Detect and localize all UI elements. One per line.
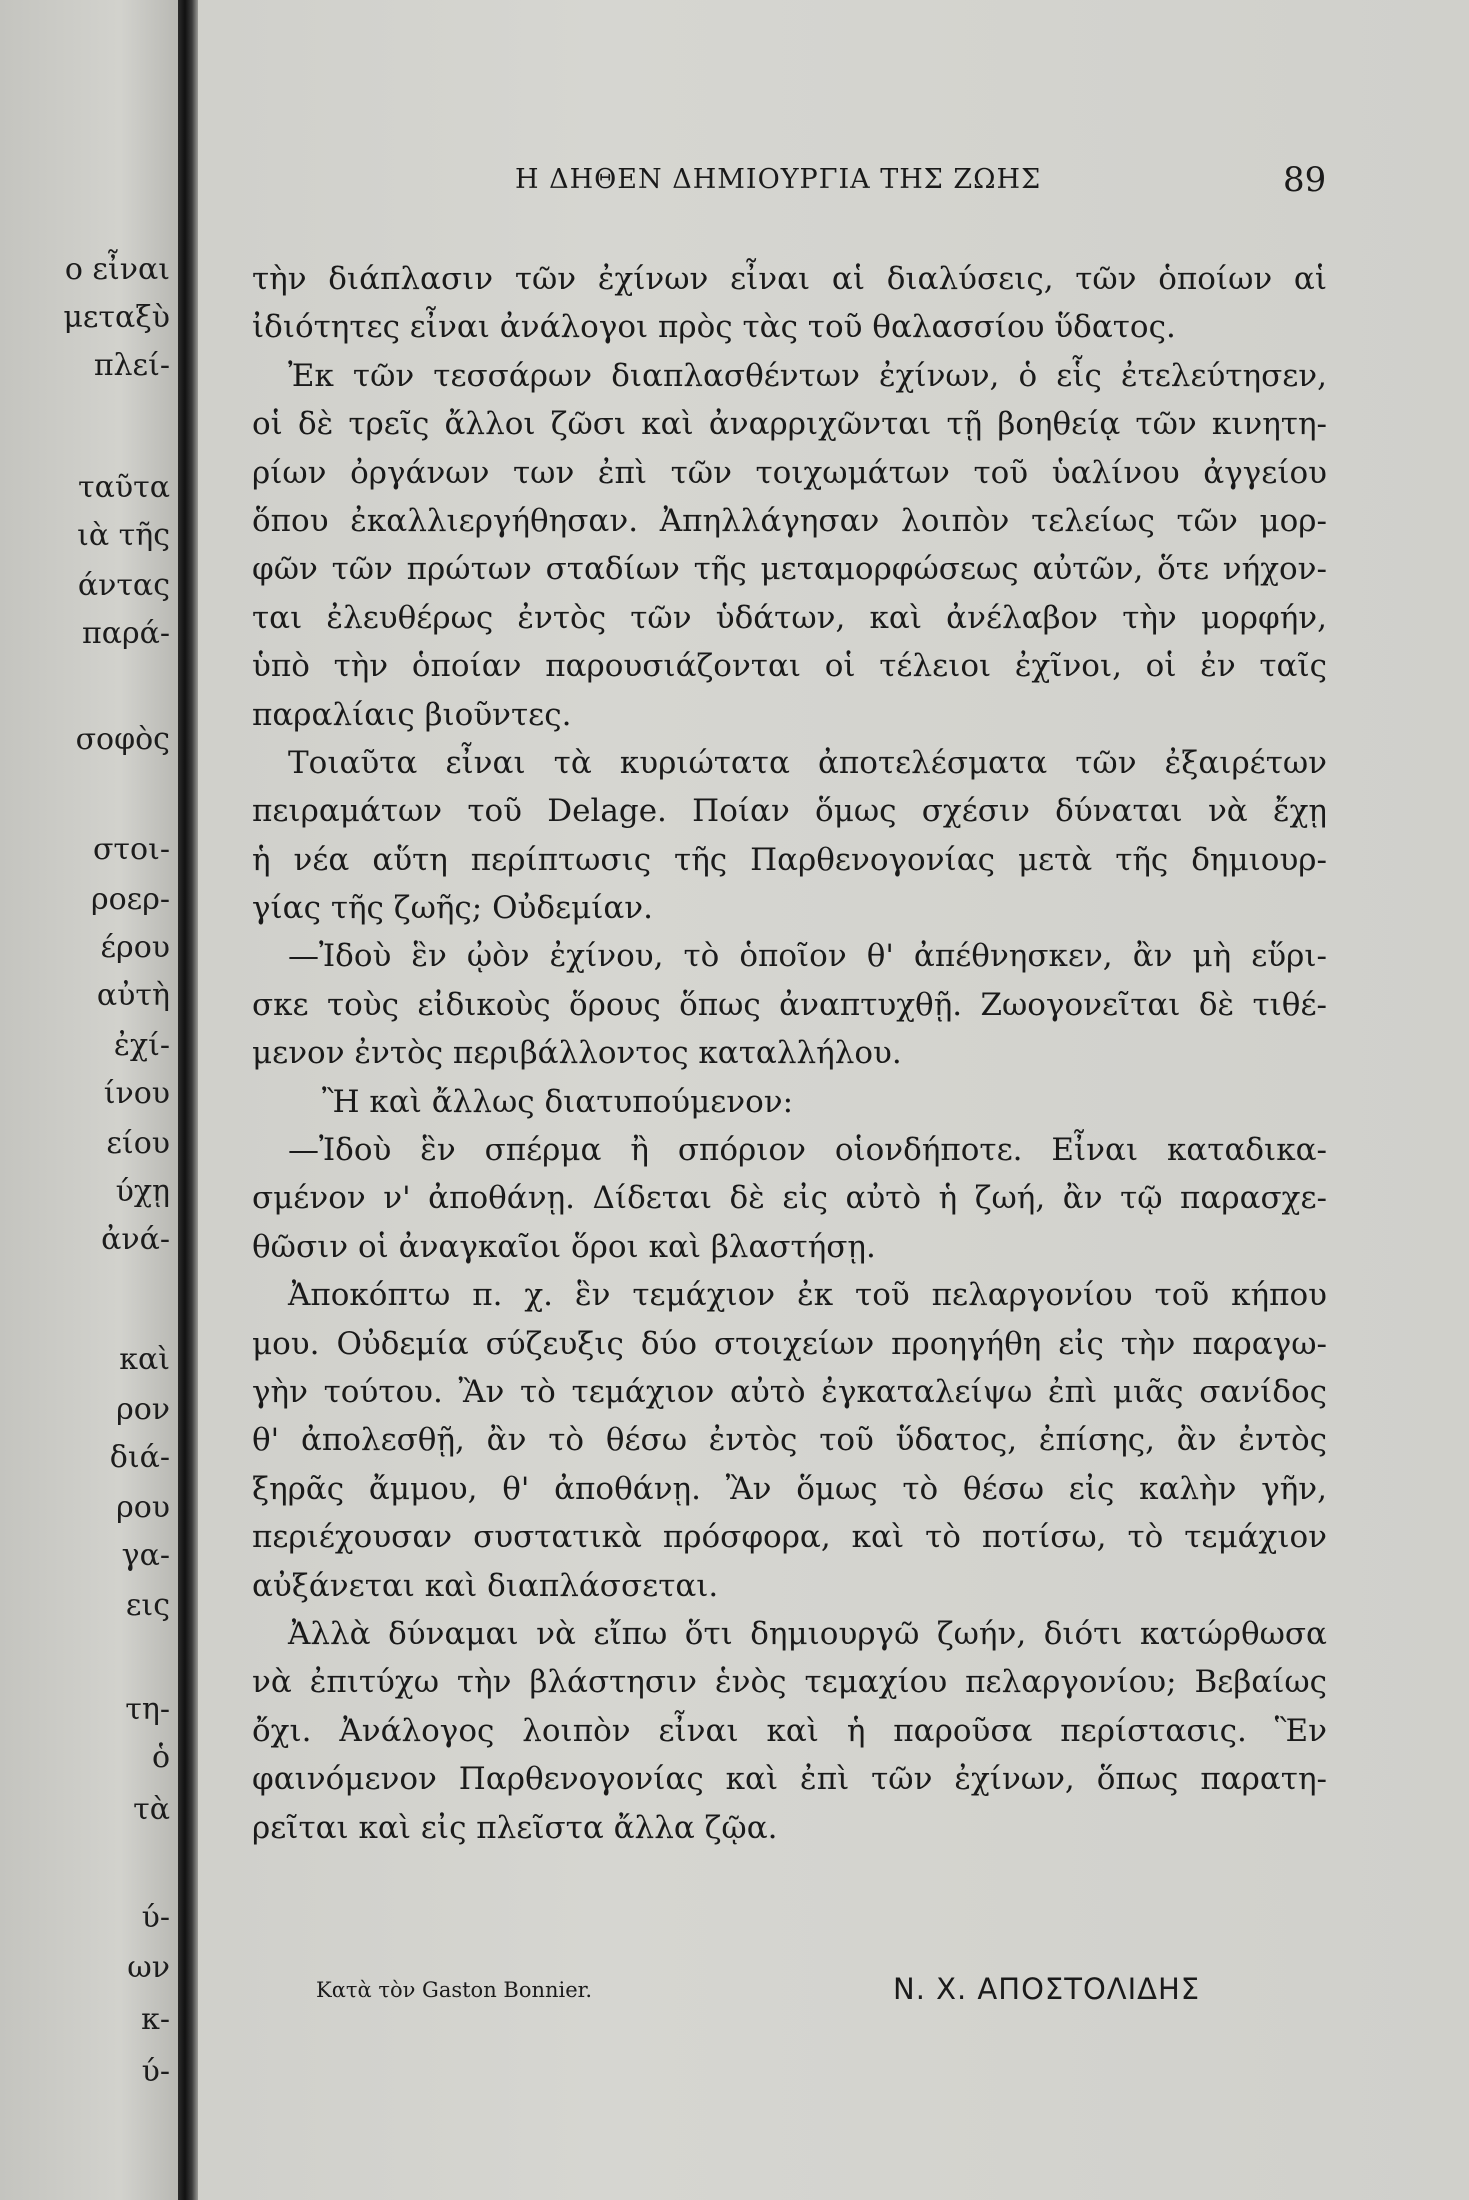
left-page-fragment: τη- — [125, 1692, 170, 1727]
left-page-fragment: ίνου — [103, 1076, 170, 1111]
left-page-fragment: ων — [127, 1950, 170, 1985]
text-line: πειραμάτων τοῦ Delage. Ποίαν ὅμως σχέσιν δύναται νὰ ἔχῃ — [252, 793, 1327, 830]
left-page-fragment: τὰ — [133, 1792, 170, 1827]
left-page-fragment: διά- — [109, 1440, 170, 1475]
text-line: μενον ἐντὸς περιβάλλοντος καταλλήλου. — [252, 1035, 902, 1072]
text-line: —Ἰδοὺ ἓν ᾠὸν ἐχίνου, τὸ ὁποῖον θ' ἀπέθνησκεν, ἂν μὴ εὕρι- — [288, 938, 1327, 975]
page-footer — [0, 1972, 1469, 2012]
book-gutter — [178, 0, 198, 2200]
running-title: Η ΔΗΘΕΝ ΔΗΜΙΟΥΡΓΙΑ ΤΗΣ ΖΩΗΣ — [515, 164, 1042, 195]
text-line: περιέχουσαν συστατικὰ πρόσφορα, καὶ τὸ ποτίσω, τὸ τεμάχιον — [252, 1519, 1327, 1556]
page-header — [0, 160, 1469, 208]
text-line: φῶν τῶν πρώτων σταδίων τῆς μεταμορφώσεως αὐτῶν, ὅτε νήχον- — [252, 551, 1327, 588]
text-line: Ἀποκόπτω π. χ. ἓν τεμάχιον ἐκ τοῦ πελαργονίου τοῦ κήπου — [288, 1277, 1327, 1314]
left-page-fragment: ἀνά- — [101, 1222, 170, 1257]
text-line: αὐξάνεται καὶ διαπλάσσεται. — [252, 1567, 719, 1604]
text-line: Ἀλλὰ δύναμαι νὰ εἴπω ὅτι δημιουργῶ ζωήν, διότι κατώρθωσα — [288, 1615, 1327, 1652]
text-line: Ἢ καὶ ἄλλως διατυπούμενον: — [322, 1083, 794, 1120]
left-page-fragment: ο εἶναι — [64, 252, 170, 287]
left-page-fragment: ρον — [116, 1392, 170, 1427]
left-page-fragment: ἐχί- — [113, 1028, 170, 1063]
left-page-fragment: αὐτὴ — [96, 978, 170, 1013]
text-line: ἰδιότητες εἶναι ἀνάλογοι πρὸς τὰς τοῦ θαλασσίου ὕδατος. — [252, 309, 1176, 346]
text-line: οἱ δὲ τρεῖς ἄλλοι ζῶσι καὶ ἀναρριχῶνται τῇ βοηθείᾳ τῶν κινητη- — [252, 406, 1327, 443]
left-page-fragment: ταῦτα — [78, 470, 170, 505]
page-number: 89 — [1283, 160, 1327, 200]
text-line: σμένον ν' ἀποθάνῃ. Δίδεται δὲ εἰς αὐτὸ ἡ ζωή, ἂν τῷ παρασχε- — [252, 1180, 1327, 1217]
text-line: —Ἰδοὺ ἓν σπέρμα ἢ σπόριον οἱονδήποτε. Εἶναι καταδικα- — [288, 1132, 1327, 1169]
text-line: μου. Οὐδεμία σύζευξις δύο στοιχείων προηγήθη εἰς τὴν παραγω- — [252, 1325, 1327, 1362]
text-line: ξηρᾶς ἄμμου, θ' ἀποθάνῃ. Ἂν ὅμως τὸ θέσω εἰς καλὴν γῆν, — [252, 1470, 1327, 1507]
text-line: ται ἐλευθέρως ἐντὸς τῶν ὑδάτων, καὶ ἀνέλαβον τὴν μορφήν, — [252, 599, 1327, 636]
text-line: Τοιαῦτα εἶναι τὰ κυριώτατα ἀποτελέσματα τῶν ἐξαιρέτων — [288, 744, 1327, 781]
left-page-fragment: ιὰ τῆς — [77, 518, 170, 553]
text-line: γίας τῆς ζωῆς; Οὐδεμίαν. — [252, 890, 654, 927]
left-page-fragment: εις — [125, 1588, 170, 1623]
left-page-fragment: μεταξὺ — [63, 300, 170, 335]
left-page-fragment: είου — [106, 1126, 170, 1161]
left-page-fragment: γα- — [121, 1538, 170, 1573]
text-line: φαινόμενον Παρθενογονίας καὶ ἐπὶ τῶν ἐχίνων, ὅπως παρατη- — [252, 1761, 1327, 1798]
left-page-fragment: ὁ — [151, 1740, 170, 1775]
text-line: τὴν διάπλασιν τῶν ἐχίνων εἶναι αἱ διαλύσεις, τῶν ὁποίων αἱ — [252, 261, 1327, 297]
left-page-fragment: ρου — [116, 1490, 170, 1525]
left-page-fragment: πλεί- — [93, 348, 170, 383]
left-page-fragment: ύχῃ — [115, 1174, 170, 1209]
source-note: Κατὰ τὸν Gaston Bonnier. — [316, 1978, 593, 2002]
left-page-fragment: ύ- — [141, 2054, 170, 2089]
text-line: Ἐκ τῶν τεσσάρων διαπλασθέντων ἐχίνων, ὁ εἷς ἐτελεύτησεν, — [288, 357, 1327, 394]
left-page-fragment: κ- — [141, 2002, 170, 2037]
text-line: νὰ ἐπιτύχω τὴν βλάστησιν ἑνὸς τεμαχίου πελαργονίου; Βεβαίως — [252, 1664, 1327, 1701]
left-page-fragment: παρά- — [81, 616, 170, 651]
text-line: ὄχι. Ἀνάλογος λοιπὸν εἶναι καὶ ἡ παροῦσα περίστασις. Ἓν — [252, 1712, 1327, 1749]
left-page-fragment: ροερ- — [90, 882, 170, 917]
text-line: θῶσιν οἱ ἀναγκαῖοι ὅροι καὶ βλαστήσῃ. — [252, 1228, 876, 1265]
text-line: ρίων ὀργάνων των ἐπὶ τῶν τοιχωμάτων τοῦ ὑαλίνου ἀγγείου — [252, 454, 1327, 491]
text-line: ὅπου ἐκαλλιεργήθησαν. Ἀπηλλάγησαν λοιπὸν τελείως τῶν μορ- — [252, 502, 1327, 539]
left-page-edge — [0, 0, 178, 2200]
text-line: σκε τοὺς εἰδικοὺς ὅρους ὅπως ἀναπτυχθῇ. Ζωογονεῖται δὲ τιθέ- — [252, 986, 1327, 1023]
left-page-fragment: άντας — [77, 568, 170, 603]
text-line: θ' ἀπολεσθῇ, ἂν τὸ θέσω ἐντὸς τοῦ ὕδατος, ἐπίσης, ἂν ἐντὸς — [252, 1422, 1327, 1459]
author-name: Ν. Χ. ΑΠΟΣΤΟΛΙΔΗΣ — [893, 1972, 1201, 2006]
text-line: γὴν τούτου. Ἂν τὸ τεμάχιον αὐτὸ ἐγκαταλείψω ἐπὶ μιᾶς σανίδος — [252, 1373, 1327, 1410]
text-line: ρεῖται καὶ εἰς πλεῖστα ἄλλα ζῷα. — [252, 1809, 778, 1846]
text-line: ὑπὸ τὴν ὁποίαν παρουσιάζονται οἱ τέλειοι ἐχῖνοι, οἱ ἐν ταῖς — [252, 648, 1327, 685]
left-page-fragment: έρου — [100, 930, 170, 965]
text-line: ἡ νέα αὕτη περίπτωσις τῆς Παρθενογονίας μετὰ τῆς δημιουρ- — [252, 841, 1327, 878]
left-page-fragment: καὶ — [119, 1342, 170, 1377]
left-page-fragment: στοι- — [92, 832, 170, 867]
left-page-fragment: σοφὸς — [75, 722, 170, 757]
page-body — [252, 255, 1327, 1852]
text-line: παραλίαις βιοῦντες. — [252, 696, 572, 733]
left-page-fragment: ύ- — [141, 1900, 170, 1935]
